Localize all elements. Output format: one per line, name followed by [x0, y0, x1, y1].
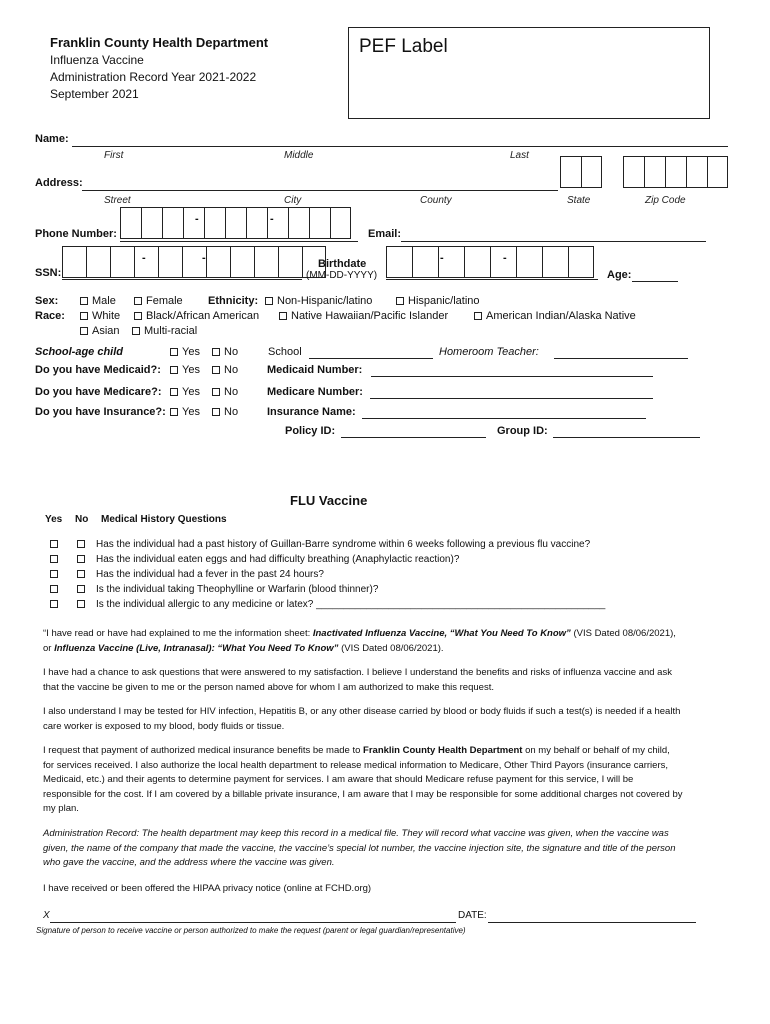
ssn-boxes[interactable] — [62, 246, 326, 278]
no-checkbox[interactable] — [77, 540, 85, 548]
yes-checkbox[interactable] — [50, 585, 58, 593]
school-field[interactable] — [309, 358, 433, 359]
signature-caption: Signature of person to receive vaccine or person authorized to make the request (parent or legal guardian/representative) — [36, 926, 466, 935]
birthdate-format: (MM-DD-YYYY) — [306, 270, 378, 281]
group-id-field[interactable] — [553, 437, 700, 438]
question-row — [50, 599, 605, 610]
checkbox-icon[interactable] — [170, 408, 178, 416]
checkbox-icon[interactable] — [212, 408, 220, 416]
name-middle-caption: Middle — [284, 150, 314, 161]
city-caption: City — [284, 195, 302, 206]
ethnicity-label: Ethnicity: — [208, 295, 259, 307]
medicare-no[interactable]: No — [212, 386, 238, 398]
street-caption: Street — [104, 195, 131, 206]
sex-option-female[interactable]: Female — [134, 295, 183, 307]
insurance-name-label: Insurance Name: — [267, 406, 356, 418]
header-line-1: Influenza Vaccine — [50, 53, 144, 67]
sex-label: Sex: — [35, 295, 59, 307]
checkbox-icon[interactable] — [170, 388, 178, 396]
yes-checkbox[interactable] — [50, 600, 58, 608]
header-line-2: Administration Record Year 2021-2022 — [50, 70, 257, 84]
yes-checkbox[interactable] — [50, 555, 58, 563]
insurance-label: Do you have Insurance?: — [35, 406, 166, 418]
policy-id-field[interactable] — [341, 437, 486, 438]
consent-paragraph: I have had a chance to ask questions that were answered to my satisfaction. I believe I understand the benefits and risks of influenza vaccine and ask that the vaccine be given to me or the person named above for whom I am authorized to make this request. — [43, 667, 672, 693]
checkbox-icon[interactable] — [134, 312, 142, 320]
name-last-caption: Last — [510, 150, 529, 161]
administration-record-paragraph: Administration Record: The health department may keep this record in a medical file. They will record what vaccine was given, when the vaccine was given, the name of the company that made the vaccine, the vaccine’s special lot number, the vaccine injection site, the signature and title of the person who gave the vaccine, and the address where the vaccine was given. — [43, 828, 676, 869]
checkbox-icon[interactable] — [474, 312, 482, 320]
checkbox-icon[interactable] — [132, 327, 140, 335]
question-row — [50, 584, 378, 595]
no-checkbox[interactable] — [77, 585, 85, 593]
payment-paragraph: I request that payment of authorized medical insurance benefits be made to Franklin County Health Department on my behalf or behalf of my child, for services received. I also authorize the local health department to release medical information to Medicare, Other Third Payors (insurance carriers, Medicaid, etc.) and their agents to determine payment for services. I am aware that should Medicare refuse payment for this service, I will be responsible for the cost. If I am covered by a billable private insurance, I am aware that I may be responsible for some additional charges not covered by my plan. — [43, 745, 683, 815]
flu-section-title: FLU Vaccine — [290, 493, 368, 508]
race-option-hawaiian[interactable]: Native Hawaiian/Pacific Islander — [279, 310, 448, 322]
hipaa-notice: I have received or been offered the HIPAA privacy notice (online at FCHD.org) — [43, 883, 372, 894]
phone-underline — [120, 241, 358, 242]
checkbox-icon[interactable] — [170, 348, 178, 356]
phone-boxes[interactable] — [120, 207, 351, 239]
address-label: Address: — [35, 177, 83, 189]
no-checkbox[interactable] — [77, 600, 85, 608]
age-label: Age: — [607, 269, 632, 281]
birthdate-boxes[interactable] — [386, 246, 594, 278]
signature-field[interactable] — [50, 922, 456, 923]
pef-label-text: PEF Label — [359, 36, 448, 57]
question-text: Is the individual allergic to any medicine or latex? ____________________________________________________ — [96, 599, 606, 610]
checkbox-icon[interactable] — [279, 312, 287, 320]
school-label: School — [268, 346, 302, 358]
yes-checkbox[interactable] — [50, 540, 58, 548]
medicaid-number-label: Medicaid Number: — [267, 364, 363, 376]
medicare-number-label: Medicare Number: — [267, 386, 363, 398]
col-questions-header: Medical History Questions — [101, 514, 227, 525]
checkbox-icon[interactable] — [212, 366, 220, 374]
medicare-label: Do you have Medicare?: — [35, 386, 162, 398]
testing-paragraph: I also understand I may be tested for HIV infection, Hepatitis B, or any other disease carried by blood or body fluids if such a test(s) is needed if a health care worker is exposed to my blood, body fluids or tissue. — [43, 706, 681, 732]
header-line-3: September 2021 — [50, 87, 139, 101]
state-boxes[interactable] — [560, 156, 602, 188]
email-label: Email: — [368, 228, 402, 240]
col-yes-header: Yes — [45, 514, 63, 525]
school-age-yes[interactable]: Yes — [170, 346, 200, 358]
state-caption: State — [567, 195, 591, 206]
ssn-label: SSN: — [35, 267, 62, 279]
question-text: Has the individual had a past history of Guillan-Barre syndrome within 6 weeks following a previous flu vaccine? — [96, 539, 591, 550]
birthdate-dash-2: - — [503, 252, 507, 264]
question-text: Has the individual eaten eggs and had difficulty breathing (Anaphylactic reaction)? — [96, 554, 460, 565]
school-age-no[interactable]: No — [212, 346, 238, 358]
birthdate-label: Birthdate — [318, 258, 367, 270]
checkbox-icon[interactable] — [80, 297, 88, 305]
insurance-name-field[interactable] — [362, 418, 646, 419]
ssn-dash-1: - — [142, 252, 146, 264]
ethnicity-option-hispanic[interactable]: Hispanic/latino — [396, 295, 480, 307]
question-row — [50, 554, 459, 565]
no-checkbox[interactable] — [77, 555, 85, 563]
phone-dash-2: - — [270, 213, 274, 225]
race-label: Race: — [35, 310, 65, 322]
ethnicity-option-nonhispanic[interactable]: Non-Hispanic/latino — [265, 295, 372, 307]
org-title: Franklin County Health Department — [50, 35, 269, 50]
policy-id-label: Policy ID: — [285, 425, 336, 437]
race-option-black[interactable]: Black/African American — [134, 310, 259, 322]
medicaid-yes[interactable]: Yes — [170, 364, 200, 376]
checkbox-icon[interactable] — [396, 297, 404, 305]
insurance-yes[interactable]: Yes — [170, 406, 200, 418]
col-no-header: No — [75, 514, 89, 525]
zip-caption: Zip Code — [645, 195, 686, 206]
name-label: Name: — [35, 133, 69, 145]
checkbox-icon[interactable] — [212, 348, 220, 356]
race-option-multiracial[interactable]: Multi-racial — [132, 325, 197, 337]
address-field[interactable] — [82, 190, 558, 191]
medicare-number-field[interactable] — [370, 398, 653, 399]
homeroom-field[interactable] — [554, 358, 688, 359]
age-field[interactable] — [632, 281, 678, 282]
name-first-caption: First — [104, 150, 124, 161]
medicaid-no[interactable]: No — [212, 364, 238, 376]
checkbox-icon[interactable] — [212, 388, 220, 396]
sex-option-male[interactable]: Male — [80, 295, 116, 307]
question-text: Has the individual had a fever in the past 24 hours? — [96, 569, 324, 580]
checkbox-icon[interactable] — [80, 312, 88, 320]
checkbox-icon[interactable] — [134, 297, 142, 305]
checkbox-icon[interactable] — [170, 366, 178, 374]
race-option-white[interactable]: White — [80, 310, 120, 322]
race-option-asian[interactable]: Asian — [80, 325, 120, 337]
question-text: Is the individual taking Theophylline or Warfarin (blood thinner)? — [96, 584, 379, 595]
homeroom-label: Homeroom Teacher: — [439, 346, 539, 358]
insurance-no[interactable]: No — [212, 406, 238, 418]
group-id-label: Group ID: — [497, 425, 548, 437]
date-label: DATE: — [458, 910, 487, 921]
phone-dash-1: - — [195, 213, 199, 225]
medicaid-number-field[interactable] — [371, 376, 653, 377]
vis-statement: “I have read or have had explained to me the information sheet: Inactivated Influenza Vaccine, “What You Need To Know” (VIS Dated 08/06/2021), or Influenza Vaccine (Live, Intranasal): “What You Need To Know” (VIS Dated 08/06/2021). — [43, 628, 676, 654]
checkbox-icon[interactable] — [80, 327, 88, 335]
medicaid-label: Do you have Medicaid?: — [35, 364, 161, 376]
no-checkbox[interactable] — [77, 570, 85, 578]
name-field[interactable] — [72, 146, 728, 147]
ssn-underline — [62, 279, 302, 280]
school-age-label: School-age child — [35, 346, 124, 358]
pef-label-box — [348, 27, 710, 119]
birthdate-dash-1: - — [440, 252, 444, 264]
zip-boxes[interactable] — [623, 156, 728, 188]
signature-x: X — [43, 910, 50, 921]
race-option-american-indian[interactable]: American Indian/Alaska Native — [474, 310, 636, 322]
date-field[interactable] — [488, 922, 696, 923]
birthdate-underline — [386, 279, 598, 280]
question-row — [50, 569, 324, 580]
question-row — [50, 539, 590, 550]
ssn-dash-2: - — [202, 252, 206, 264]
county-caption: County — [420, 195, 452, 206]
phone-label: Phone Number: — [35, 228, 117, 240]
email-field[interactable] — [401, 241, 706, 242]
medicare-yes[interactable]: Yes — [170, 386, 200, 398]
checkbox-icon[interactable] — [265, 297, 273, 305]
yes-checkbox[interactable] — [50, 570, 58, 578]
